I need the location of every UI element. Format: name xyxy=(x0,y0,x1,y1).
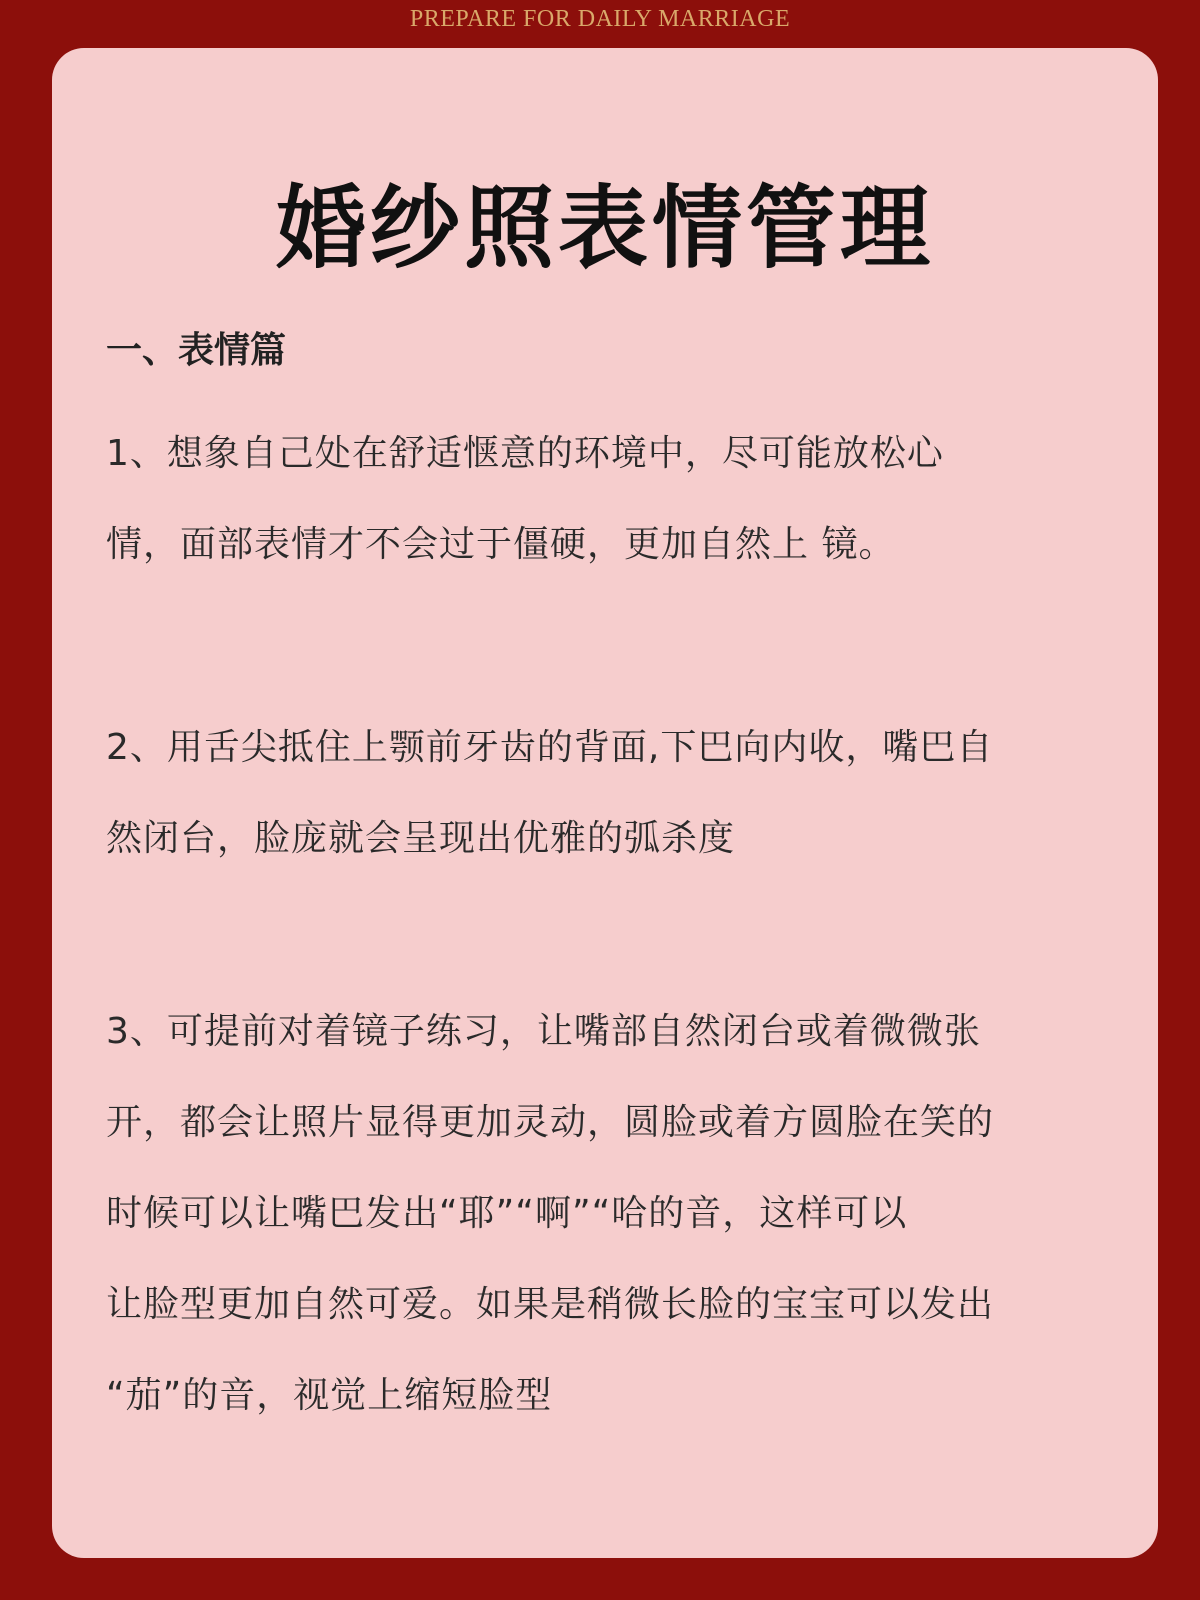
paragraph-line: 然闭台，脸庞就会呈现出优雅的弧杀度 xyxy=(106,818,736,859)
paragraph-line: 2、用舌尖抵住上颚前牙齿的背面,下巴向内收，嘴巴自 xyxy=(106,727,994,768)
paragraph-3 xyxy=(106,986,1116,1441)
section-heading: 一、表情篇 xyxy=(106,330,287,371)
paragraph-line: 1、想象自己处在舒适惬意的环境中，尽可能放松心 xyxy=(106,433,944,474)
paragraph-2 xyxy=(106,702,1116,884)
paragraph-line: “茄”的音，视觉上缩短脸型 xyxy=(106,1375,553,1416)
paragraph-line: 开，都会让照片显得更加灵动，圆脸或着方圆脸在笑的 xyxy=(106,1102,995,1143)
header-tagline: PREPARE FOR DAILY MARRIAGE xyxy=(409,6,791,32)
page-title: 婚纱照表情管理 xyxy=(276,176,934,281)
paragraph-1 xyxy=(106,408,1116,590)
paragraph-line: 3、可提前对着镜子练习，让嘴部自然闭台或着微微张 xyxy=(106,1011,981,1052)
content-card xyxy=(52,48,1158,1558)
paragraph-line: 时候可以让嘴巴发出“耶”“啊”“哈的音，这样可以 xyxy=(106,1193,908,1234)
paragraph-line: 情，面部表情才不会过于僵硬，更加自然上 镜。 xyxy=(106,524,896,565)
paragraph-line: 让脸型更加自然可爱。如果是稍微长脸的宝宝可以发出 xyxy=(106,1284,995,1325)
